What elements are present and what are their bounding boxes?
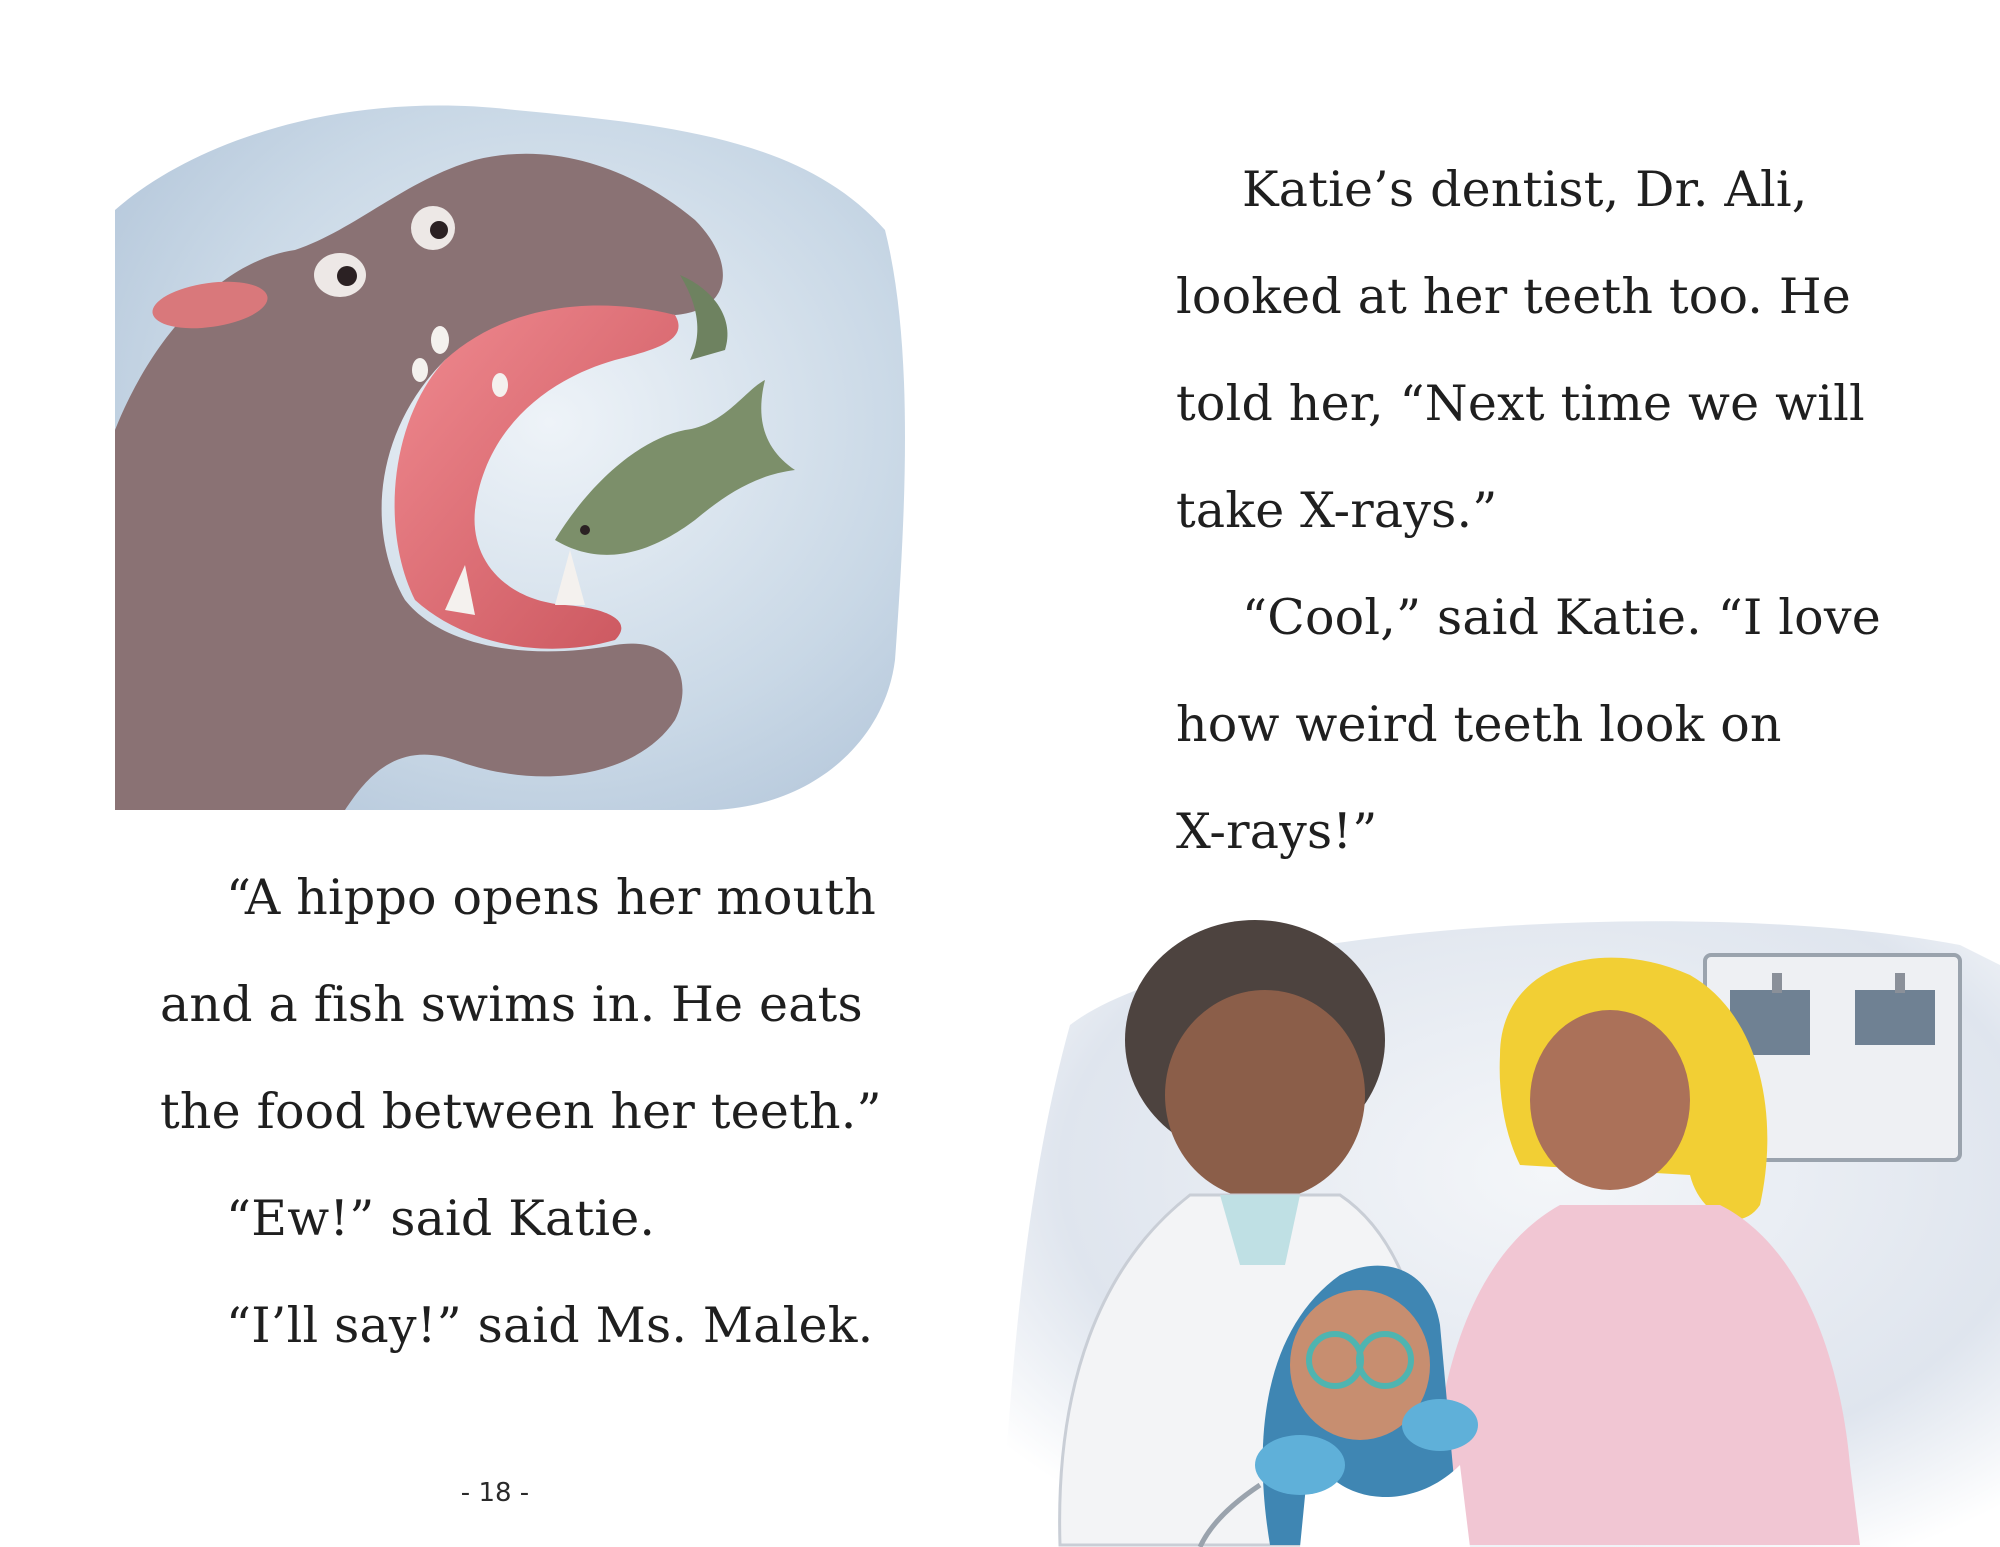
dentist-visit-illustration (1000, 905, 2000, 1547)
text-line: looked at her teeth too. He (1176, 268, 1851, 325)
text-line: X-rays!” (1176, 803, 1378, 860)
hippo-and-fish-illustration (115, 100, 905, 810)
left-page-text (160, 844, 882, 1379)
text-line: take X-rays.” (1176, 482, 1498, 539)
text-line: and a fish swims in. He eats (160, 976, 863, 1033)
text-line: “Ew!” said Katie. (226, 1190, 656, 1247)
text-line: how weird teeth look on (1176, 696, 1782, 753)
right-page-text (1176, 136, 1881, 885)
text-line: “A hippo opens her mouth (226, 869, 877, 926)
text-line: told her, “Next time we will (1176, 375, 1865, 432)
page-number: - 18 - (460, 1478, 530, 1508)
right-page (1000, 0, 2000, 1547)
text-line: Katie’s dentist, Dr. Ali, (1242, 161, 1808, 218)
text-line: “I’ll say!” said Ms. Malek. (226, 1297, 874, 1354)
text-line: “Cool,” said Katie. “I love (1242, 589, 1881, 646)
text-line: the food between her teeth.” (160, 1083, 882, 1140)
